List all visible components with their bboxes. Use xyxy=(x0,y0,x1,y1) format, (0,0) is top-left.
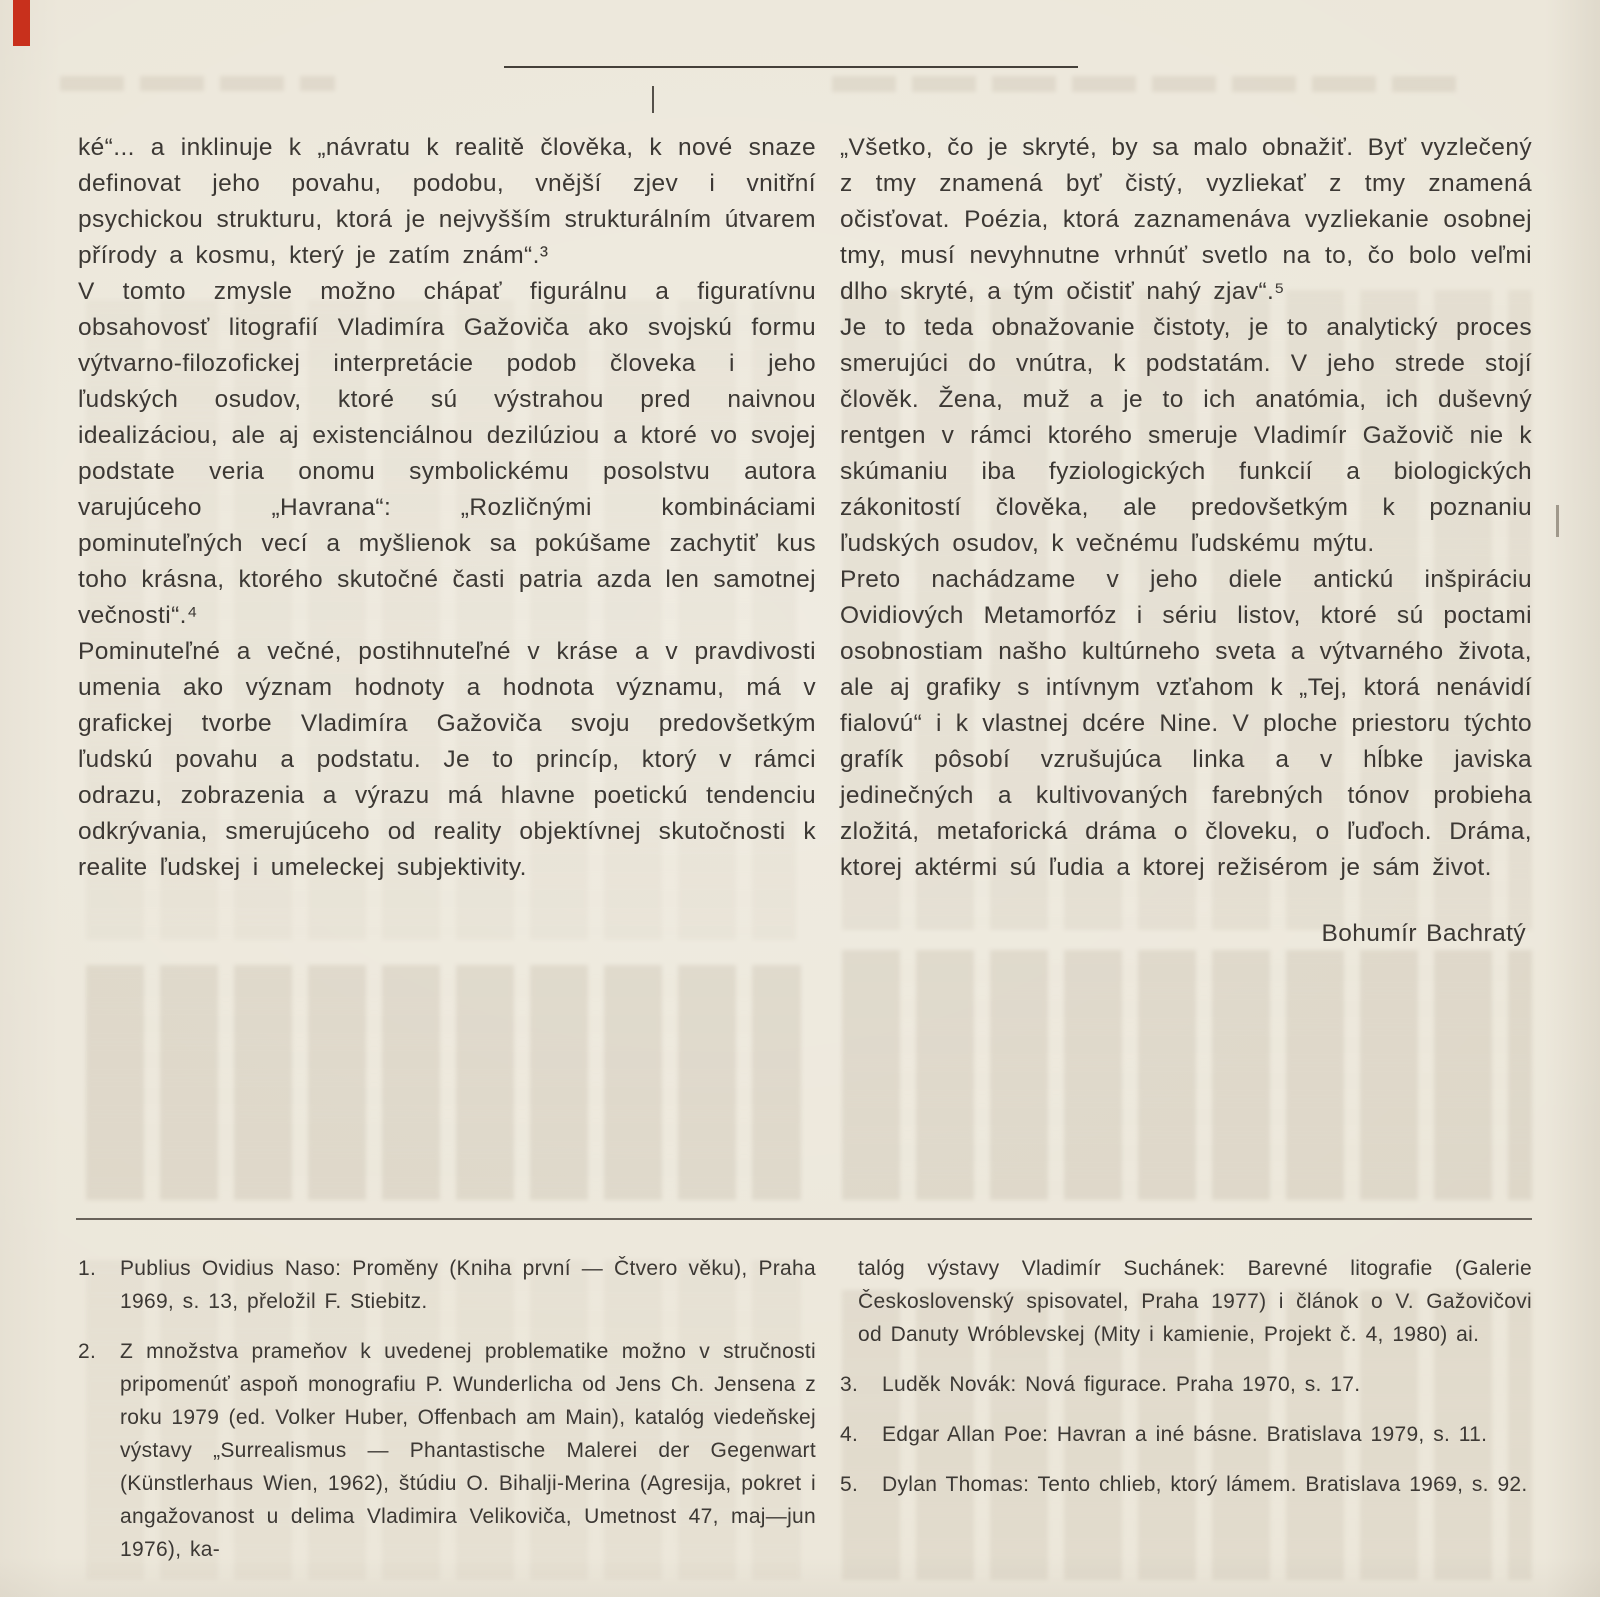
footnote-column-right xyxy=(840,1252,1532,1566)
footnote xyxy=(840,1418,1532,1451)
article-column-left xyxy=(78,130,816,952)
footnote-text: talóg výstavy Vladimír Suchánek: Barevné litografie (Galerie Československý spisovatel, Praha 1977) i článok o V. Gažovičovi od Danuty Wróblevskej (Mity i kamienie, Projekt č. 4, 1980) ai. xyxy=(858,1257,1532,1346)
footnote-columns xyxy=(78,1252,1532,1566)
scan-edge-mark xyxy=(1556,505,1559,537)
paragraph: V tomto zmysle možno chápať figurálnu a figuratívnu obsahovosť litografií Vladimíra Gažoviča ako svojskú formu výtvarno-filozofickej interpretácie podob človeka i jeho ľudských osudov, ktoré sú výstrahou pred naivnou idealizáciou, ale aj existenciálnou dezilúziou a ktoré vo svojej podstate veria onomu symbolickému posolstvu autora varujúceho „Havrana“: „Rozličnými kombináciami pominuteľných vecí a myšlienok sa pokúšame zachytiť kus toho krásna, ktorého skutočné časti patria azda len samotnej večnosti“.⁴ xyxy=(78,278,816,629)
ghost-show-through xyxy=(60,76,335,91)
article-columns xyxy=(78,130,1532,952)
ghost-show-through xyxy=(832,76,1472,92)
footnote xyxy=(78,1335,816,1566)
paragraph: Je to teda obnažovanie čistoty, je to analytický proces smerujúci do vnútra, k podstatám. V jeho strede stojí člověk. Žena, muž a je to ich anatómia, ich duševný rentgen v rámci ktorého smeruje Vladimír Gažovič nie k skúmaniu iba fyziologických funkcií a biologických zákonitostí člověka, ale predovšetkým k poznaniu ľudských osudov, k večnému ľudskému mýtu. xyxy=(840,314,1532,557)
footnote-number: 1. xyxy=(78,1257,97,1280)
footnote xyxy=(78,1252,816,1318)
page-content xyxy=(78,130,1532,952)
top-horizontal-rule xyxy=(504,66,1078,68)
footnote-text: Z množstva prameňov k uvedenej problematike možno v stručnosti pripomenúť aspoň monografiu P. Wunderlicha od Jens Ch. Jensena z roku 1979 (ed. Volker Huber, Offenbach am Main), katalóg viedeňskej výstavy „Surrealismus — Phantastische Malerei der Gegenwart (Künstlerhaus Wien, 1962), štúdiu O. Bihalji-Merina (Agresija, pokret i angažovanost u delima Vladimira Velikoviča, Umetnost 47, maj—jun 1976), ka- xyxy=(120,1340,816,1561)
footnote-number: 5. xyxy=(840,1473,859,1496)
footnote-text: Edgar Allan Poe: Havran a iné básne. Bratislava 1979, s. 11. xyxy=(882,1423,1488,1446)
footnote xyxy=(840,1368,1532,1401)
footnote xyxy=(840,1468,1532,1501)
footnote-text: Luděk Novák: Nová figurace. Praha 1970, s. 17. xyxy=(882,1373,1361,1396)
ghost-show-through xyxy=(842,950,1532,1200)
paragraph: ké“... a inklinuje k „návratu k realitě člověka, k nové snaze definovat jeho povahu, podobu, vnější zjev i vnitřní psychickou strukturu, ktorá je nejvyšším strukturálním útvarem přírody a kosmu, který je zatím znám“.³ xyxy=(78,134,816,269)
footnote-column-left xyxy=(78,1252,816,1566)
paragraph: Preto nachádzame v jeho diele antickú inšpiráciu Ovidiových Metamorfóz i sériu listov, ktoré sú poctami osobnostiam našho kultúrneho sveta a výtvarného života, ale aj grafiky s intívnym vzťahom k „Tej, ktorá nenávidí fialovú“ i k vlastnej dcére Nine. V ploche priestoru týchto grafík pôsobí vzrušujúca linka a v hĺbke javiska jedinečných a kultivovaných farebných tónov probieha zložitá, metaforická dráma o človeku, o ľuďoch. Dráma, ktorej aktérmi sú ľudia a ktorej režisérom je sám život. xyxy=(840,566,1532,881)
red-registration-mark xyxy=(13,0,30,46)
footnote-continuation xyxy=(840,1252,1532,1351)
paragraph: „Všetko, čo je skryté, by sa malo obnažiť. Byť vyzlečený z tmy znamená byť čistý, vyzliekať z tmy znamená očisťovat. Poézia, ktorá zaznamenáva vyzliekanie osobnej tmy, musí nevyhnutne vrhnúť svetlo na to, čo bolo veľmi dlho skryté, a tým očistiť nahý zjav“.⁵ xyxy=(840,134,1532,305)
article-column-right xyxy=(840,130,1532,952)
footnote-number: 2. xyxy=(78,1340,97,1363)
footnote-number: 3. xyxy=(840,1373,859,1396)
footnote-number: 4. xyxy=(840,1423,859,1446)
top-center-tick xyxy=(652,86,654,113)
footnote-divider xyxy=(76,1218,1532,1220)
ghost-show-through xyxy=(86,965,801,1200)
footnote-text: Dylan Thomas: Tento chlieb, ktorý lámem. Bratislava 1969, s. 92. xyxy=(882,1473,1528,1496)
paragraph: Pominuteľné a večné, postihnuteľné v kráse a v pravdivosti umenia ako význam hodnoty a hodnota významu, má v grafickej tvorbe Vladimíra Gažoviča svoju predovšetkým ľudskú povahu a podstatu. Je to princíp, ktorý v rámci odrazu, zobrazenia a výrazu má hlavne poetickú tendenciu odkrývania, smerujúceho od reality objektívnej skutočnosti k realite ľudskej i umeleckej subjektivity. xyxy=(78,638,816,881)
footnote-text: Publius Ovidius Naso: Proměny (Kniha první — Čtvero věku), Praha 1969, s. 13, přeložil F. Stiebitz. xyxy=(120,1257,816,1313)
author-signature: Bohumír Bachratý xyxy=(1321,920,1526,947)
footnotes-section xyxy=(78,1252,1532,1566)
